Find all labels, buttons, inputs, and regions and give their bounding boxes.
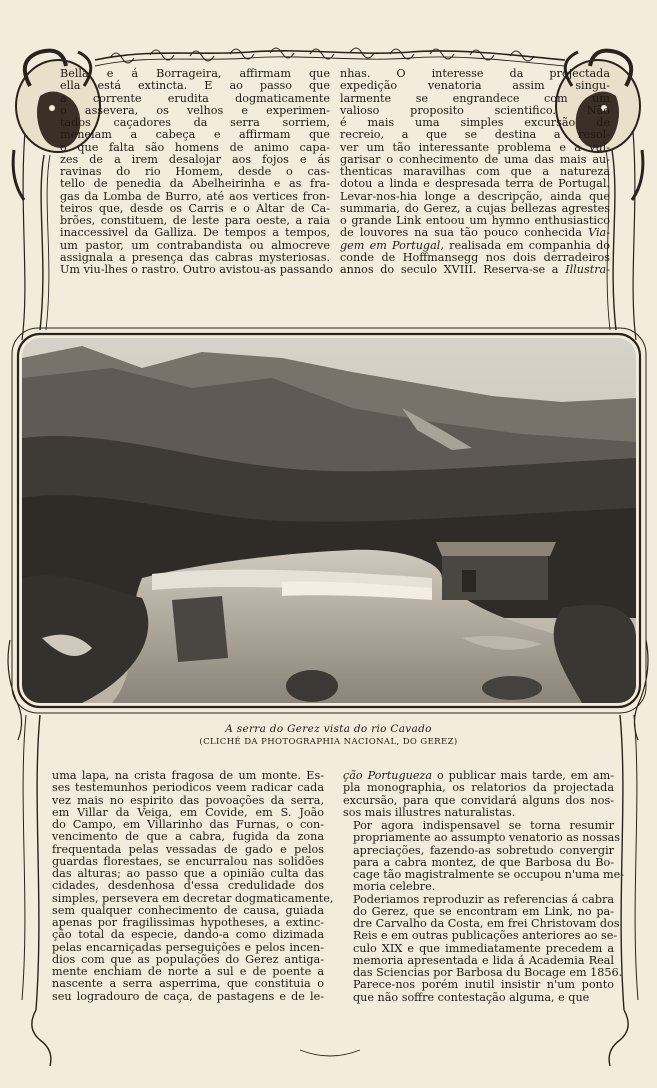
text-line: que não soffre contestação alguma, e que bbox=[353, 990, 590, 1004]
text-line: mente enchiam de norte a sul e de poente a bbox=[52, 965, 324, 978]
text-line: Reis e em outras publicações anteriores ao se- bbox=[353, 929, 618, 943]
text-line: recreio, a que se destina a resol- bbox=[340, 128, 610, 142]
text-line: ella está extincta. E ao passo que bbox=[60, 79, 330, 93]
text-line: um pastor, um contrabandista ou almocreve bbox=[60, 238, 330, 252]
text-line: nascente a serra asperrima, que constituia o bbox=[52, 977, 324, 991]
text-line: sem qualquer conhecimento de causa, guiada bbox=[52, 903, 324, 917]
text-line: gas da Lomba de Burro, até aos vertices fron- bbox=[60, 189, 330, 203]
paragraph bbox=[343, 819, 625, 894]
text-line bbox=[340, 240, 610, 252]
text-line: Bella e á Borrageira, affirmam que bbox=[60, 67, 330, 80]
text-column-bottom-left bbox=[52, 769, 334, 1003]
text-line: apenas por fragilissimas hypotheses, a extinc- bbox=[52, 916, 324, 929]
text-line: nhas. O interesse da projectada bbox=[340, 67, 610, 80]
text-line: summaria, do Gerez, a cujas bellezas agrestes bbox=[340, 201, 610, 215]
text-line: ses testemunhos periodicos veem radicar cada bbox=[52, 781, 324, 795]
text-line: frequentada pelas vessadas de gado e pelos bbox=[52, 842, 324, 856]
landscape-photo bbox=[22, 338, 636, 703]
text-line: conde de Hoffmansegg nos dois derradeiros bbox=[340, 250, 610, 264]
text-line: teiros que, desde os Carris e o Altar de Ca- bbox=[60, 201, 330, 215]
text-line: Por agora indispensavel se torna resumir bbox=[353, 819, 614, 832]
text-line: uma lapa, na crista fragosa de um monte. Es- bbox=[52, 769, 324, 782]
text-line: o grande Link entoou um hymno enthusiastico bbox=[340, 214, 610, 227]
publication-italic: ção Portugueza bbox=[343, 769, 433, 782]
text-line: das Sciencias por Barbosa du Bocage em 1856. bbox=[353, 966, 623, 979]
text-line: assignala a presença das cabras mysteriosas. bbox=[60, 250, 330, 264]
text-line: pelas encarniçadas perseguições e pelos incen- bbox=[52, 940, 324, 954]
text-line: propriamente ao assumpto venatorio as nossas bbox=[353, 831, 621, 845]
text-line: vencimento de que a cabra, fugida da zona bbox=[52, 830, 324, 844]
text-segment: de louvores na sua tão pouco conhecida bbox=[340, 226, 582, 240]
text-line: Parece-nos porém inutil insistir n'um ponto bbox=[353, 978, 614, 992]
photo-caption-credit: (CLICHÉ DA PHOTOGRAPHIA NACIONAL, DO GEREZ) bbox=[199, 737, 458, 747]
text-line: do Gerez, que se encontram em Link, no pa- bbox=[353, 904, 614, 918]
text-line: dios com que as populações do Gerez antiga- bbox=[52, 952, 324, 966]
text-line: culo XIX e que immediatamente precedem a bbox=[353, 941, 614, 955]
text-line: Levar-nos-hia longe a descripção, ainda que bbox=[340, 189, 610, 203]
text-segment: annos do seculo XVIII. Reserva-se a bbox=[340, 263, 559, 276]
text-line: guardas florestaes, se encurralou nas solidões bbox=[52, 854, 324, 868]
text-line: excursão, para que convidará alguns dos nos- bbox=[343, 793, 614, 807]
text-line: brões, constituem, de leste para oeste, a raia bbox=[60, 214, 330, 227]
text-line: das alturas; ao passo que a opinião culta das bbox=[52, 867, 324, 880]
text-line: ver um tão interessante problema e a vul- bbox=[340, 140, 610, 154]
text-line: garisar o conhecimento de uma das mais au- bbox=[340, 152, 610, 166]
text-line: sos mais illustres naturalistas. bbox=[343, 805, 516, 819]
book-title-italic: gem em Portugal bbox=[340, 238, 441, 252]
paragraph bbox=[343, 892, 623, 1004]
text-line: inaccessivel da Galliza. De tempos a tempos, bbox=[60, 226, 330, 240]
text-line: Poderiamos reproduzir as referencias á cabra bbox=[353, 892, 614, 906]
text-line: tello de penedia da Abelheirinha e as fra- bbox=[60, 177, 330, 191]
text-line: seu logradouro de caça, de pastagens e de le- bbox=[52, 989, 324, 1003]
text-line: moria celebre. bbox=[353, 880, 436, 894]
text-segment: o publicar mais tarde, em am- bbox=[432, 769, 615, 782]
book-title-italic: Via- bbox=[588, 226, 611, 240]
text-line: pla monographia, os relatorios da projectada bbox=[343, 781, 614, 795]
text-segment: , realisada em companhia do bbox=[440, 238, 611, 252]
text-line: cage tão magistralmente se occupou n'uma me- bbox=[353, 868, 625, 881]
text-line: vez mais no espirito das povoações da serra, bbox=[52, 793, 324, 807]
text-line: memoria apresentada e lida á Academia Real bbox=[353, 953, 614, 967]
text-line: cidades, desdenhosa d'essa credulidade dos bbox=[52, 879, 324, 893]
text-line: thenticas maravilhas com que a natureza bbox=[340, 165, 610, 178]
text-line: para a cabra montez, de que Barbosa du Bo- bbox=[353, 855, 614, 869]
text-line: do Campo, em Villarinho das Furnas, o con- bbox=[52, 818, 324, 831]
text-line: valioso proposito scientifico. Não bbox=[340, 103, 610, 117]
text-line: dre Carvalho da Costa, em frei Christovam dos bbox=[353, 917, 620, 930]
text-line: zes de a irem desalojar aos fojos e ás bbox=[60, 152, 330, 166]
text-line: a corrente erudita dogmaticamente bbox=[60, 91, 330, 105]
text-line: simples, persevera em decretar dogmaticamente, bbox=[52, 891, 334, 905]
text-line: meneiam a cabeça e affirmam que bbox=[60, 128, 330, 142]
text-line: em Villar da Veiga, em Covide, em S. João bbox=[52, 805, 324, 819]
text-column-bottom-right bbox=[343, 769, 625, 1004]
river-landscape-image bbox=[22, 338, 636, 703]
text-column-top-right bbox=[340, 68, 610, 276]
publication-italic: Illustra- bbox=[565, 263, 611, 276]
text-line: o que falta são homens de animo capa- bbox=[60, 140, 330, 154]
text-line bbox=[340, 264, 610, 276]
text-line: ção total da especie, dando-a como dizimada bbox=[52, 928, 324, 942]
text-line: dotou a linda e despresada terra de Portugal. bbox=[340, 177, 610, 191]
text-line: larmente se engrandece com um bbox=[340, 91, 610, 105]
photo-caption-title: A serra do Gerez vista do rio Cavado bbox=[225, 723, 432, 735]
text-line: é mais uma simples excursão de bbox=[340, 116, 610, 129]
text-line: expedição venatoria assim singu- bbox=[340, 79, 610, 93]
text-line: o assevera, os velhos e experimen- bbox=[60, 103, 330, 117]
text-line: apreciações, fazendo-as sobretudo convergir bbox=[353, 843, 614, 857]
text-line: tados caçadores da serra sorriem, bbox=[60, 116, 330, 129]
text-column-top-left bbox=[60, 67, 333, 276]
text-line: ravinas do rio Homem, desde o cas- bbox=[60, 165, 330, 178]
text-line: Um viu-lhes o rastro. Outro avistou-as passando bbox=[60, 263, 333, 276]
